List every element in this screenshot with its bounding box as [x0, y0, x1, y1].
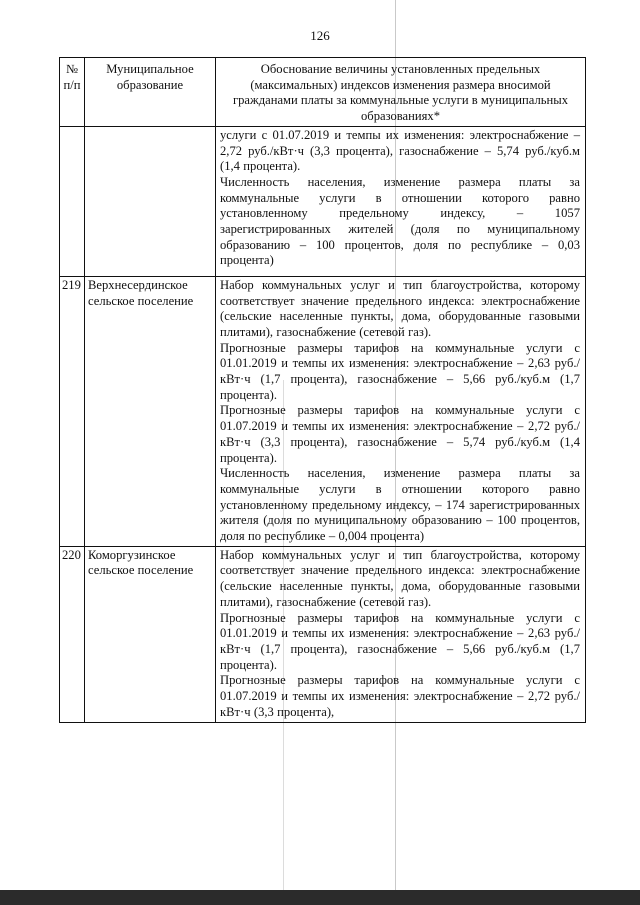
table-row [60, 546, 586, 722]
header-municipality: Муниципальное образование [85, 58, 216, 127]
paragraph-tariff-07-2019: услуги с 01.07.2019 и темпы их изменения: электроснабжение – 2,72 руб./кВт·ч (3,3 процента), газоснабжение – 5,74 руб./куб.м (1,4 процента). [220, 127, 580, 174]
header-justification: Обоснование величины установленных предельных (максимальных) индексов изменения размера вносимой гражданами платы за коммунальные услуги в муниципальных образованиях* [216, 58, 586, 127]
municipality-name [85, 126, 216, 276]
paragraph-tariff-01-2019: Прогнозные размеры тарифов на коммунальные услуги с 01.01.2019 и темпы их изменения: электроснабжение – 2,63 руб./кВт·ч (1,7 процента), газоснабжение – 5,66 руб./куб.м (1,7 процента). [220, 340, 580, 402]
table-row [60, 126, 586, 276]
paragraph-tariff-07-2019: Прогнозные размеры тарифов на коммунальные услуги с 01.07.2019 и темпы их изменения: электроснабжение – 2,72 руб./кВт·ч (3,3 процента), [220, 673, 580, 719]
paragraph-services-set: Набор коммунальных услуг и тип благоустройства, которому соответствует значение предельного индекса: электроснабжение (сельские населенные пункты, дома, оборудованные газовыми плитами), газоснабжение (сетевой газ). [220, 547, 580, 609]
justification-cell [216, 546, 586, 722]
paragraph-tariff-01-2019: Прогнозные размеры тарифов на коммунальные услуги с 01.01.2019 и темпы их изменения: электроснабжение – 2,63 руб./кВт·ч (1,7 процента), газоснабжение – 5,66 руб./куб.м (1,7 процента). [220, 610, 580, 672]
paragraph-population: Численность населения, изменение размера платы за коммунальные услуги в отношении которого равно установленному предельному индексу, – 1057 зарегистрированных жителей (доля по муниципальному образованию – 100 процентов, доля по республике – 0,03 процента) [220, 174, 580, 268]
row-number [60, 126, 85, 276]
table-row [60, 276, 586, 546]
municipality-name: Коморгузинское сельское поселение [85, 546, 216, 722]
paragraph-population: Численность населения, изменение размера платы за коммунальные услуги в отношении которого равно установленному предельному индексу, – 174 зарегистрированных жителя (доля по муниципальному образованию – 100 процентов, доля по республике – 0,004 процента) [220, 466, 580, 544]
tariff-table [59, 57, 586, 723]
table-header-row [60, 58, 586, 127]
paragraph-tariff-07-2019: Прогнозные размеры тарифов на коммунальные услуги с 01.07.2019 и темпы их изменения: электроснабжение – 2,72 руб./кВт·ч (3,3 процента), газоснабжение – 5,74 руб./куб.м (1,4 процента). [220, 403, 580, 465]
justification-cell [216, 126, 586, 276]
header-num: № п/п [60, 58, 85, 127]
paragraph-services-set: Набор коммунальных услуг и тип благоустройства, которому соответствует значение предельного индекса: электроснабжение (сельские населенные пункты, дома, оборудованные газовыми плитами), газоснабжение (сетевой газ). [220, 277, 580, 339]
row-number: 219 [60, 276, 85, 546]
municipality-name: Верхнесердинское сельское поселение [85, 276, 216, 546]
page-number: 126 [310, 28, 330, 43]
scan-bottom-edge [0, 890, 640, 905]
justification-cell [216, 276, 586, 546]
row-number: 220 [60, 546, 85, 722]
